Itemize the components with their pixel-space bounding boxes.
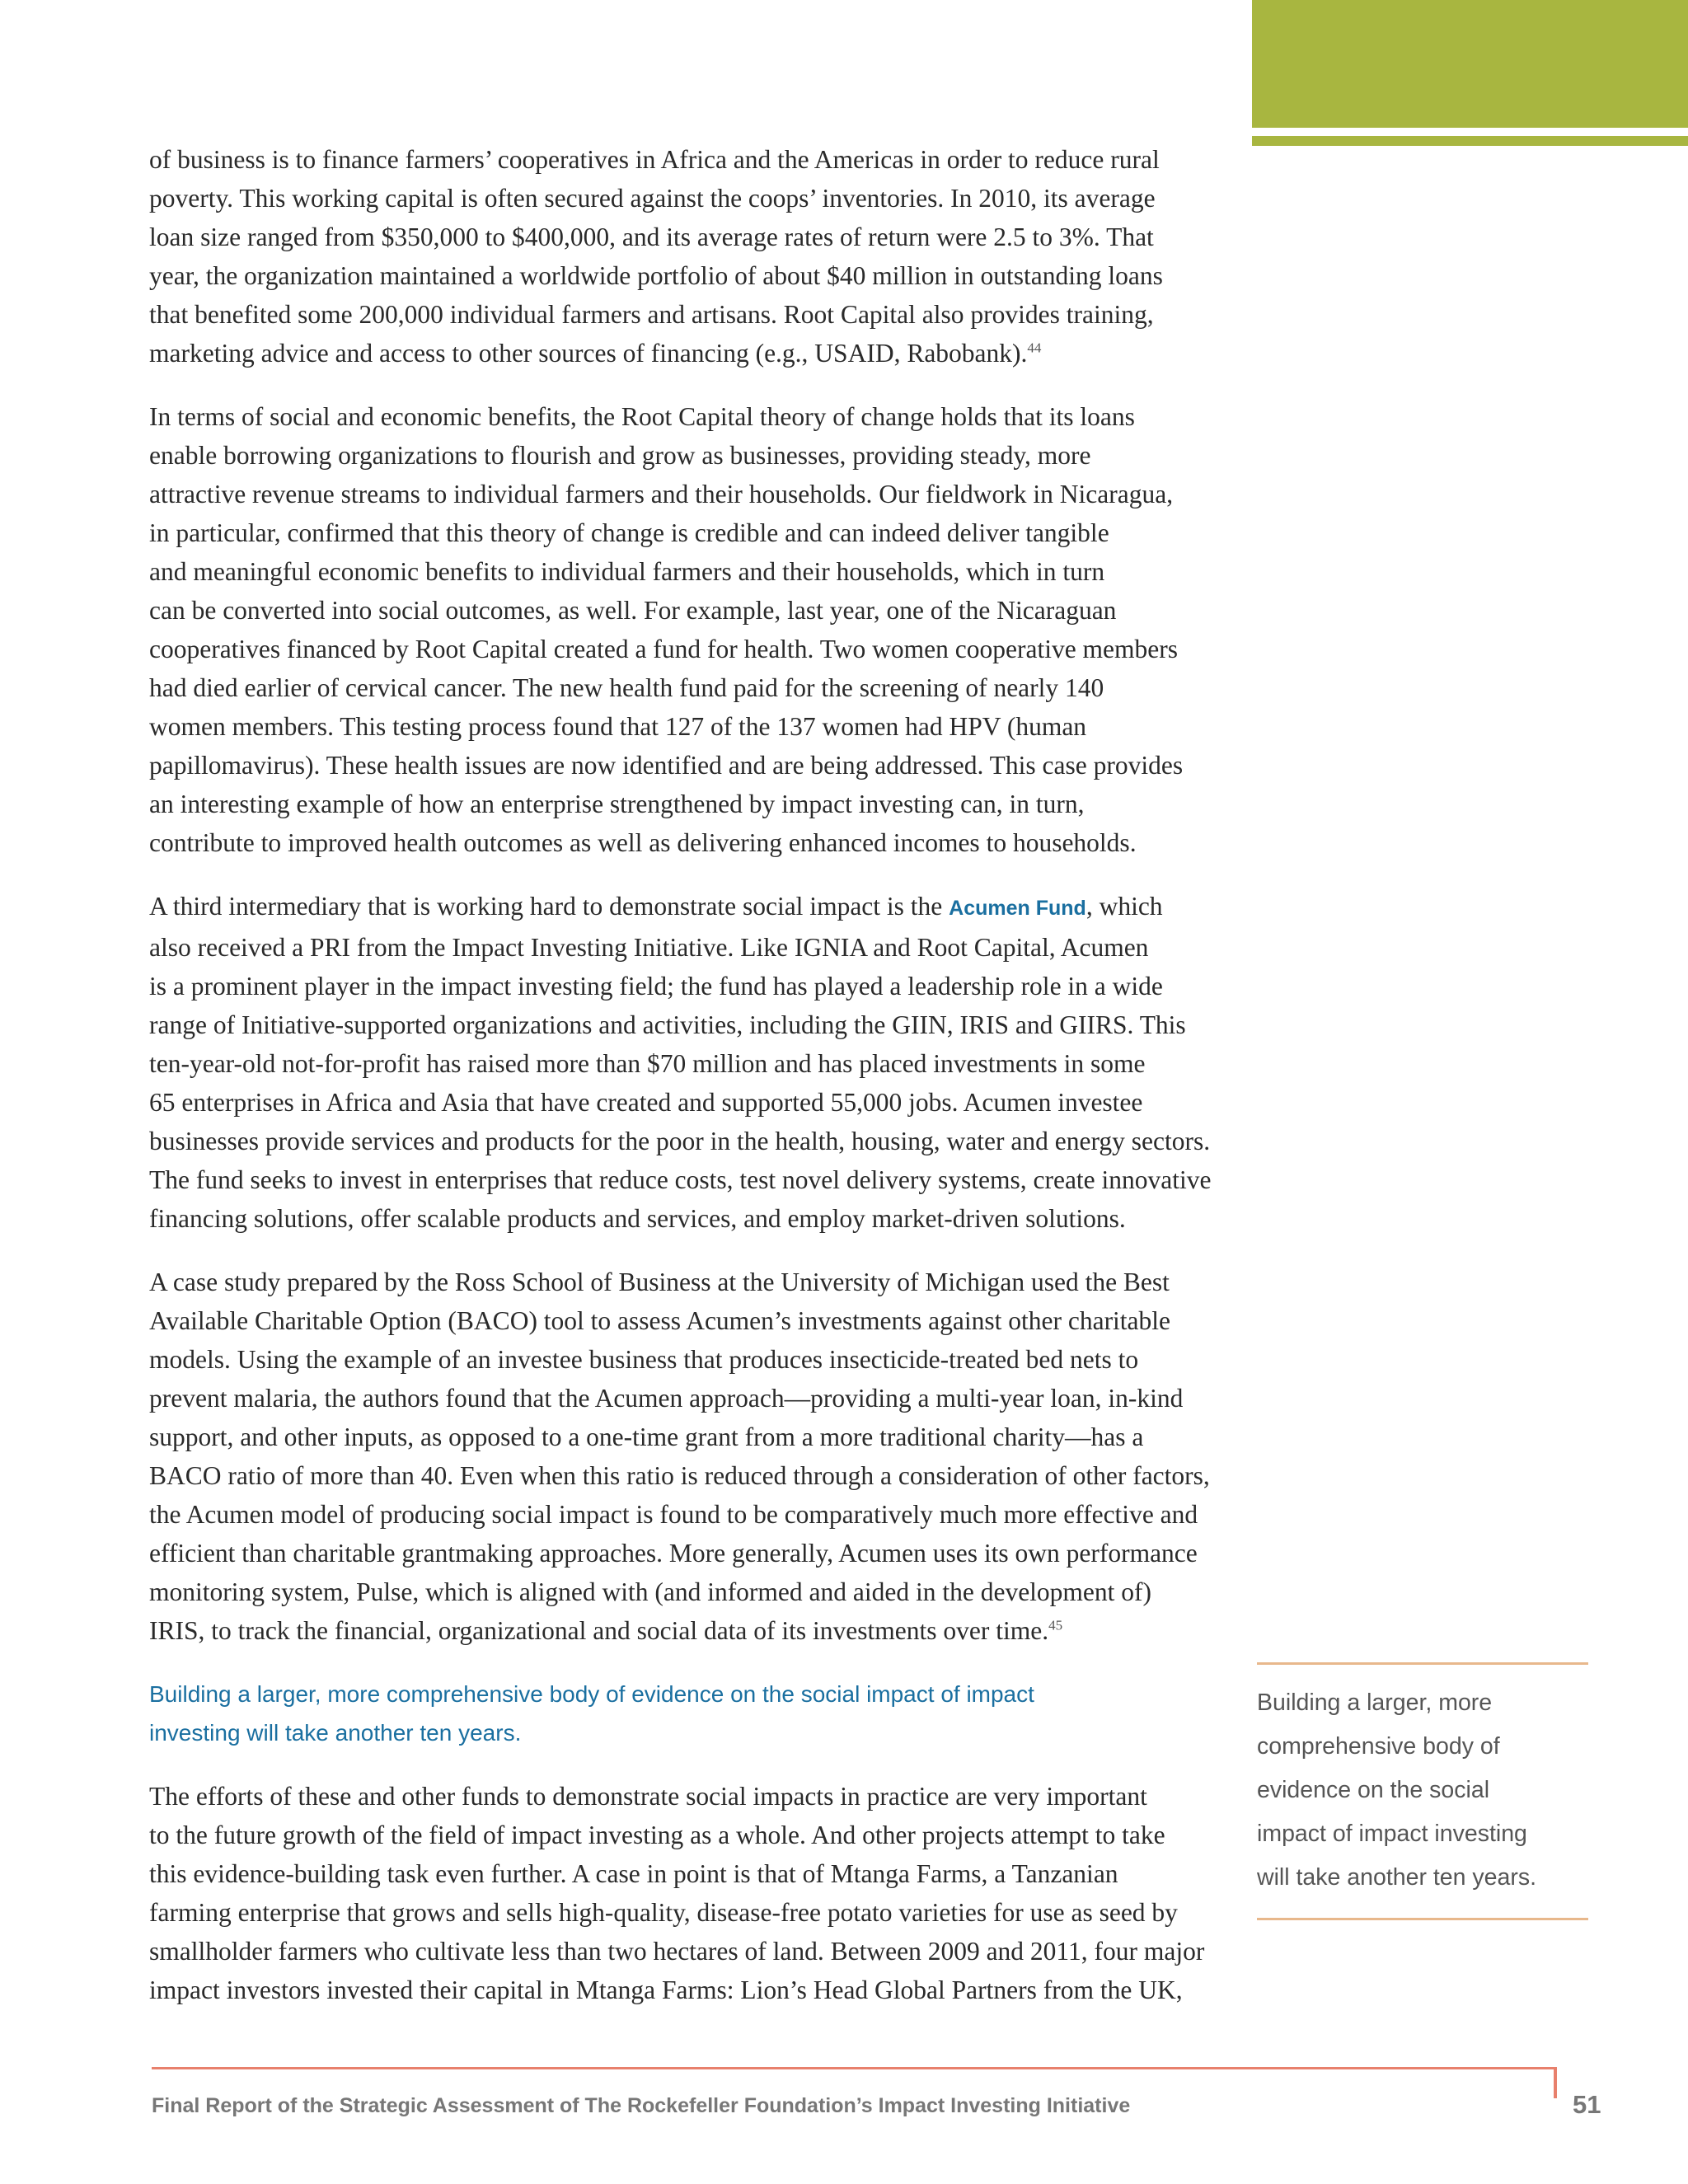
- text-line: A case study prepared by the Ross School of Business at the University of Michigan used the Best: [149, 1268, 1170, 1296]
- paragraph-baco-case-study: [149, 1263, 1221, 1650]
- text-line: had died earlier of cervical cancer. The new health fund paid for the screening of nearly 140: [149, 673, 1104, 702]
- text-line: monitoring system, Pulse, which is aligned with (and informed and aided in the development of): [149, 1577, 1152, 1606]
- text-line: enable borrowing organizations to flourish and grow as businesses, providing steady, more: [149, 441, 1091, 470]
- text-line: efficient than charitable grantmaking approaches. More generally, Acumen uses its own performance: [149, 1539, 1198, 1568]
- text-line: financing solutions, offer scalable products and services, and employ market-driven solutions.: [149, 1204, 1126, 1233]
- paragraph-root-capital-loans: [149, 140, 1221, 373]
- text-line: year, the organization maintained a worldwide portfolio of about $40 million in outstanding loans: [149, 261, 1163, 290]
- text-line: loan size ranged from $350,000 to $400,000, and its average rates of return were 2.5 to 3%. That: [149, 223, 1154, 251]
- pull-quote-line: comprehensive body of: [1257, 1733, 1500, 1760]
- text-line: [149, 334, 1221, 373]
- text-line: prevent malaria, the authors found that the Acumen approach—providing a multi-year loan, in-kind: [149, 1384, 1184, 1413]
- text-fragment: IRIS, to track the financial, organizational and social data of its investments over time.: [149, 1616, 1049, 1645]
- text-line: an interesting example of how an enterprise strengthened by impact investing can, in turn,: [149, 790, 1085, 818]
- text-line: can be converted into social outcomes, as well. For example, last year, one of the Nicaraguan: [149, 596, 1117, 625]
- footnote-ref: 45: [1048, 1617, 1063, 1633]
- text-line: also received a PRI from the Impact Investing Initiative. Like IGNIA and Root Capital, Acumen: [149, 933, 1149, 962]
- text-line: 65 enterprises in Africa and Asia that have created and supported 55,000 jobs. Acumen investee: [149, 1088, 1143, 1117]
- text-line: is a prominent player in the impact investing field; the fund has played a leadership role in a wide: [149, 972, 1163, 1001]
- header-accent-line: [1252, 136, 1688, 146]
- footer-rule-tick: [1554, 2067, 1557, 2098]
- text-line: impact investors invested their capital in Mtanga Farms: Lion’s Head Global Partners from the UK,: [149, 1975, 1183, 2004]
- text-line: investing will take another ten years.: [149, 1720, 522, 1746]
- footer-report-title: Final Report of the Strategic Assessment of The Rockefeller Foundation’s Impact Investing Initiative: [152, 2094, 1131, 2117]
- text-line: attractive revenue streams to individual farmers and their households. Our fieldwork in Nicaragua,: [149, 480, 1174, 509]
- text-line: in particular, confirmed that this theory of change is credible and can indeed deliver tangible: [149, 518, 1109, 547]
- text-line: Available Charitable Option (BACO) tool to assess Acumen’s investments against other charitable: [149, 1306, 1171, 1335]
- paragraph-acumen-fund: [149, 887, 1221, 1238]
- paragraph-theory-of-change: [149, 397, 1221, 862]
- text-line: to the future growth of the field of impact investing as a whole. And other projects attempt to take: [149, 1821, 1165, 1849]
- page-number: 51: [1573, 2090, 1601, 2119]
- footnote-ref: 44: [1027, 340, 1042, 356]
- text-line: and meaningful economic benefits to individual farmers and their households, which in turn: [149, 557, 1105, 586]
- text-line: The fund seeks to invest in enterprises that reduce costs, test novel delivery systems, create innovative: [149, 1165, 1212, 1194]
- text-line: papillomavirus). These health issues are now identified and are being addressed. This case provides: [149, 751, 1184, 780]
- text-line: cooperatives financed by Root Capital created a fund for health. Two women cooperative members: [149, 635, 1179, 663]
- text-line: businesses provide services and products for the poor in the health, housing, water and energy sectors.: [149, 1127, 1211, 1155]
- acumen-fund-link[interactable]: Acumen Fund: [949, 897, 1086, 920]
- text-line: poverty. This working capital is often secured against the coops’ inventories. In 2010, its average: [149, 184, 1156, 213]
- footer-rule: [152, 2067, 1556, 2069]
- text-fragment: marketing advice and access to other sources of financing (e.g., USAID, Rabobank).: [149, 339, 1028, 368]
- text-line: the Acumen model of producing social impact is found to be comparatively much more effective and: [149, 1500, 1198, 1529]
- pull-quote-line: will take another ten years.: [1257, 1864, 1537, 1891]
- pull-quote-line: impact of impact investing: [1257, 1821, 1527, 1847]
- text-line: BACO ratio of more than 40. Even when this ratio is reduced through a consideration of other factors,: [149, 1461, 1210, 1490]
- text-fragment: A third intermediary that is working hard to demonstrate social impact is the: [149, 892, 950, 921]
- text-line: ten-year-old not-for-profit has raised more than $70 million and has placed investments in some: [149, 1049, 1146, 1078]
- header-accent-block: [1252, 0, 1688, 128]
- text-line: that benefited some 200,000 individual farmers and artisans. Root Capital also provides training,: [149, 300, 1154, 329]
- text-line: [149, 1611, 1221, 1650]
- text-line: this evidence-building task even further. A case in point is that of Mtanga Farms, a Tanzanian: [149, 1859, 1118, 1888]
- text-line: of business is to finance farmers’ cooperatives in Africa and the Americas in order to reduce rural: [149, 145, 1160, 174]
- text-line: farming enterprise that grows and sells high-quality, disease-free potato varieties for use as seed by: [149, 1898, 1178, 1927]
- pull-quote: [1257, 1662, 1588, 1920]
- paragraph-mtanga-farms: [149, 1777, 1221, 2009]
- section-lead-heading: [149, 1675, 1221, 1752]
- text-line: women members. This testing process found that 127 of the 137 women had HPV (human: [149, 712, 1087, 741]
- text-line: smallholder farmers who cultivate less than two hectares of land. Between 2009 and 2011, four major: [149, 1937, 1205, 1966]
- text-line: models. Using the example of an investee business that produces insecticide-treated bed nets to: [149, 1345, 1139, 1374]
- text-line: [149, 887, 1221, 928]
- text-fragment: , which: [1085, 892, 1163, 921]
- pull-quote-line: Building a larger, more: [1257, 1690, 1493, 1716]
- text-line: support, and other inputs, as opposed to a one-time grant from a more traditional charity—has a: [149, 1422, 1144, 1451]
- text-line: contribute to improved health outcomes as well as delivering enhanced incomes to households.: [149, 828, 1137, 857]
- main-body: [149, 140, 1221, 2034]
- text-line: In terms of social and economic benefits, the Root Capital theory of change holds that its loans: [149, 402, 1135, 431]
- text-line: The efforts of these and other funds to demonstrate social impacts in practice are very important: [149, 1782, 1147, 1811]
- text-line: range of Initiative-supported organizations and activities, including the GIIN, IRIS and GIIRS. This: [149, 1010, 1186, 1039]
- text-line: Building a larger, more comprehensive body of evidence on the social impact of impact: [149, 1681, 1034, 1707]
- pull-quote-line: evidence on the social: [1257, 1777, 1490, 1803]
